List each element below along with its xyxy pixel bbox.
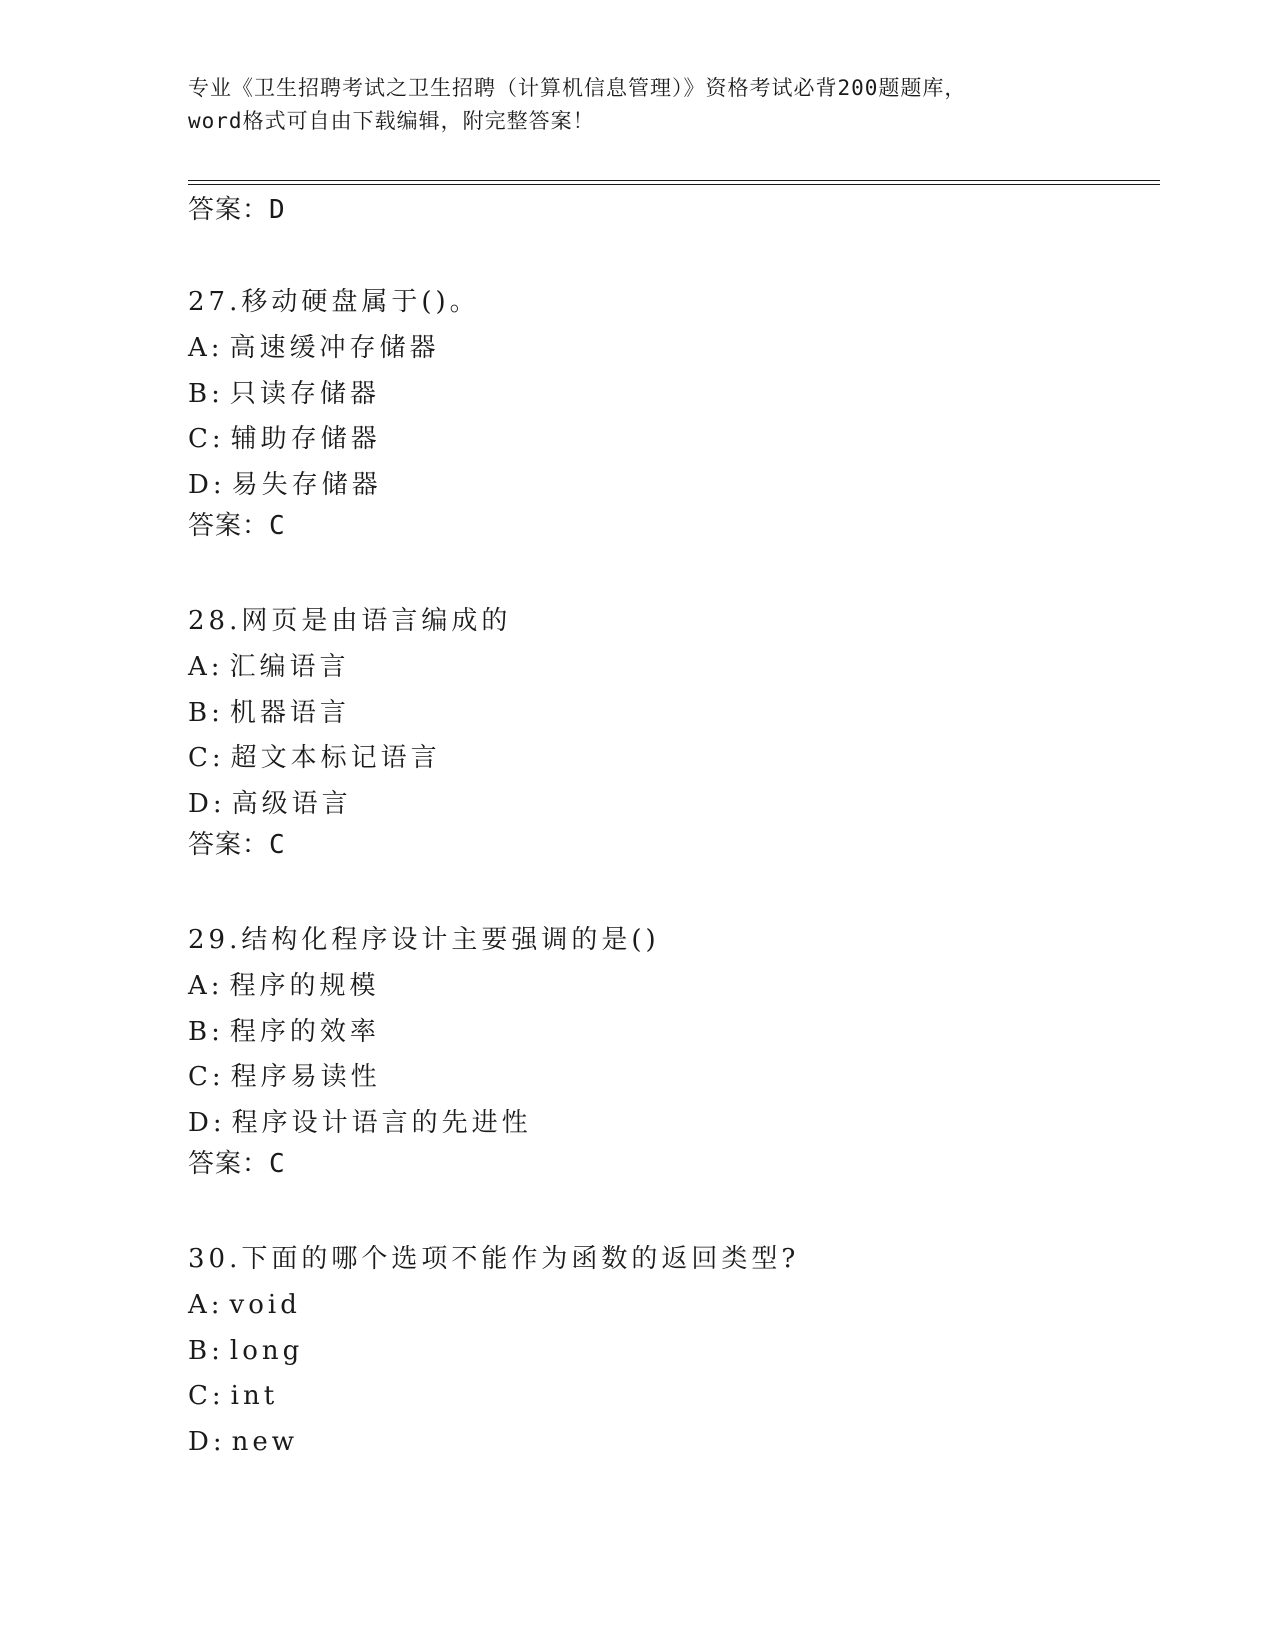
option-b [188, 1010, 660, 1056]
option-text: 高级语言 [231, 789, 352, 820]
option-d [188, 1420, 799, 1466]
question-stem: 28.网页是由语言编成的 [188, 606, 512, 636]
option-letter: B: [188, 697, 224, 728]
question-stem: 30.下面的哪个选项不能作为函数的返回类型? [188, 1244, 800, 1274]
option-text: 易失存储器 [231, 470, 382, 501]
option-letter: A: [188, 332, 224, 363]
option-text: 程序的效率 [229, 1016, 380, 1047]
question-stem: 29.结构化程序设计主要强调的是() [188, 925, 660, 955]
option-letter: C: [188, 424, 225, 455]
option-text: 程序的规模 [229, 970, 380, 1001]
question-29 [188, 918, 660, 1147]
question-stem: 27.移动硬盘属于()。 [188, 287, 480, 317]
option-c [188, 1374, 799, 1420]
option-text: 汇编语言 [229, 651, 350, 682]
header-line-1: 专业《卫生招聘考试之卫生招聘（计算机信息管理）》资格考试必背200题题库， [188, 76, 967, 100]
option-letter: D: [188, 1427, 226, 1458]
option-b [188, 372, 480, 418]
answer-29: 答案：C [188, 1149, 286, 1179]
option-letter: B: [188, 378, 224, 409]
option-letter: D: [188, 789, 226, 820]
option-text: 机器语言 [229, 697, 350, 728]
option-letter: C: [188, 1062, 225, 1093]
option-text: void [229, 1289, 301, 1320]
option-text: new [231, 1427, 298, 1458]
option-c [188, 417, 480, 463]
option-letter: B: [188, 1335, 224, 1366]
option-a [188, 326, 480, 372]
header-divider-bottom [188, 184, 1160, 185]
option-text: 只读存储器 [229, 378, 380, 409]
option-d [188, 463, 480, 509]
option-letter: A: [188, 1289, 224, 1320]
answer-27: 答案：C [188, 511, 286, 541]
option-text: int [230, 1381, 279, 1412]
question-27 [188, 280, 480, 509]
option-a [188, 1283, 799, 1329]
option-letter: D: [188, 470, 226, 501]
option-text: 程序易读性 [230, 1062, 381, 1093]
option-letter: B: [188, 1016, 224, 1047]
option-text: 程序设计语言的先进性 [231, 1108, 532, 1139]
option-letter: C: [188, 1381, 225, 1412]
option-d [188, 782, 511, 828]
option-text: 辅助存储器 [230, 424, 381, 455]
answer-26: 答案：D [188, 195, 286, 225]
option-text: 高速缓冲存储器 [229, 332, 440, 363]
option-a [188, 645, 511, 691]
option-a [188, 964, 660, 1010]
option-c [188, 1055, 660, 1101]
option-letter: D: [188, 1108, 226, 1139]
question-30 [188, 1237, 799, 1466]
option-b [188, 1329, 799, 1375]
option-b [188, 691, 511, 737]
option-text: 超文本标记语言 [230, 743, 441, 774]
option-letter: A: [188, 651, 224, 682]
document-header [188, 72, 1088, 138]
option-c [188, 736, 511, 782]
option-text: long [229, 1335, 304, 1366]
option-letter: C: [188, 743, 225, 774]
header-divider-top [188, 180, 1160, 181]
option-d [188, 1101, 660, 1147]
header-line-2: word格式可自由下载编辑，附完整答案！ [188, 109, 595, 133]
question-28 [188, 599, 511, 828]
answer-28: 答案：C [188, 830, 286, 860]
option-letter: A: [188, 970, 224, 1001]
